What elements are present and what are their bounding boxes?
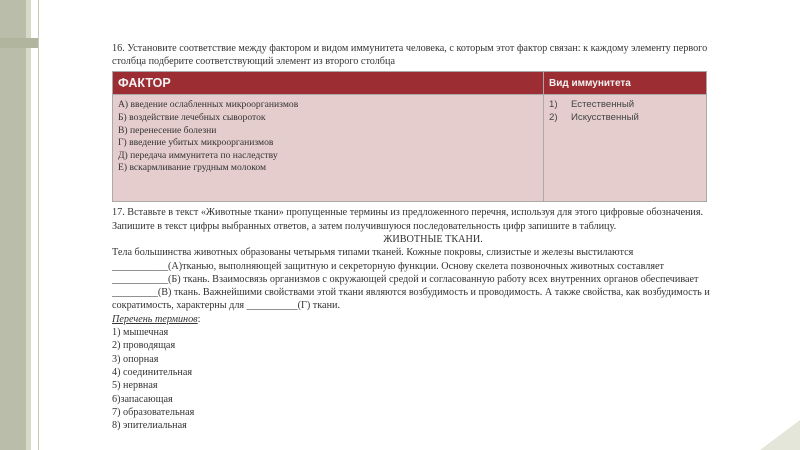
terms-list-heading-colon: : [197, 313, 201, 325]
factor-item: Б) воздействие лечебных сывороток [118, 112, 266, 123]
slide-content [112, 42, 712, 432]
decorative-accent-bar [0, 38, 38, 48]
immunity-type-item [549, 112, 701, 125]
task-17-number: 17 [112, 207, 123, 219]
factor-item: А) введение ослабленных микроорганизмов [118, 99, 299, 111]
immunity-type-label: Искусственный [571, 112, 639, 123]
text-title-label: ЖИВОТНЫЕ ТКАНИ [383, 234, 481, 245]
matching-table [112, 71, 707, 202]
task-17-prompt [112, 206, 712, 233]
decorative-stripe-light [26, 0, 31, 450]
header-immunity-type: Вид иммунитета [544, 72, 707, 95]
factors-cell [113, 95, 544, 202]
task-17 [112, 206, 712, 432]
header-factor: ФАКТОР [113, 72, 544, 95]
term-item: 7) образовательная [112, 406, 195, 418]
term-item: 5) нервная [112, 380, 158, 392]
factor-item: Г) введение убитых микроорганизмов [118, 137, 274, 149]
slide-corner-mark [760, 420, 800, 450]
factor-item: В) перенесение болезни [118, 124, 217, 136]
immunity-type-item [549, 99, 701, 112]
factor-item: Е) вскармливание грудным молоком [118, 162, 267, 174]
term-item: 8) эпителиальная [112, 420, 187, 432]
immunity-type-number: 2) [549, 112, 558, 123]
text-title [154, 233, 712, 246]
immunity-types-cell [544, 95, 707, 202]
task-16-number: 16 [112, 43, 123, 54]
term-item: 2) проводящая [112, 340, 176, 352]
term-item: 3) опорная [112, 353, 159, 365]
terms-list [112, 326, 712, 432]
immunity-type-label: Естественный [571, 99, 635, 111]
terms-list-heading-label: Перечень терминов [112, 313, 198, 325]
decorative-stripe-dark [0, 0, 26, 450]
term-item: 4) соединительная [112, 366, 193, 378]
terms-list-heading [112, 313, 712, 326]
term-item: 6)запасающая [112, 393, 173, 405]
text-body: Тела большинства животных образованы четырьмя типами тканей. Кожные покровы, слизистые и железы выстилаются ___________(А)тканью, выполняющей защитную и секреторную функции. Основу скелета позвоночных животных составляет ___________(Б) ткань. Взаимосвязь организмов с окружающей средой и согласованную работу всех внутренних органов обеспечивает _________(В) ткань. Важнейшими свойствами этой ткани являются возбудимость и проводимость. А также свойства, как возбудимость и сократимость, характерны для __________(Г) ткани. [112, 247, 710, 312]
decorative-stripe-line [38, 0, 39, 450]
factor-item: Д) передача иммунитета по наследству [118, 149, 278, 161]
task-16-prompt [112, 42, 712, 68]
immunity-type-number: 1) [549, 99, 558, 111]
task-16-text: . Установите соответствие между фактором и видом иммунитета человека, с которым этот фактор связан: к каждому элементу первого столбца подберите соответствующий элемент из второго столбца [112, 43, 708, 68]
text-title-suffix: . [480, 234, 483, 245]
term-item: 1) мышечная [112, 327, 169, 339]
task-17-instructions: . Вставьте в текст «Животные ткани» пропущенные термины из предложенного перечня, используя для этого цифровые обозначения. Запишите в текст цифры выбранных ответов, а затем получившуюся последовательность цифр запишите в таблицу. [112, 207, 704, 232]
